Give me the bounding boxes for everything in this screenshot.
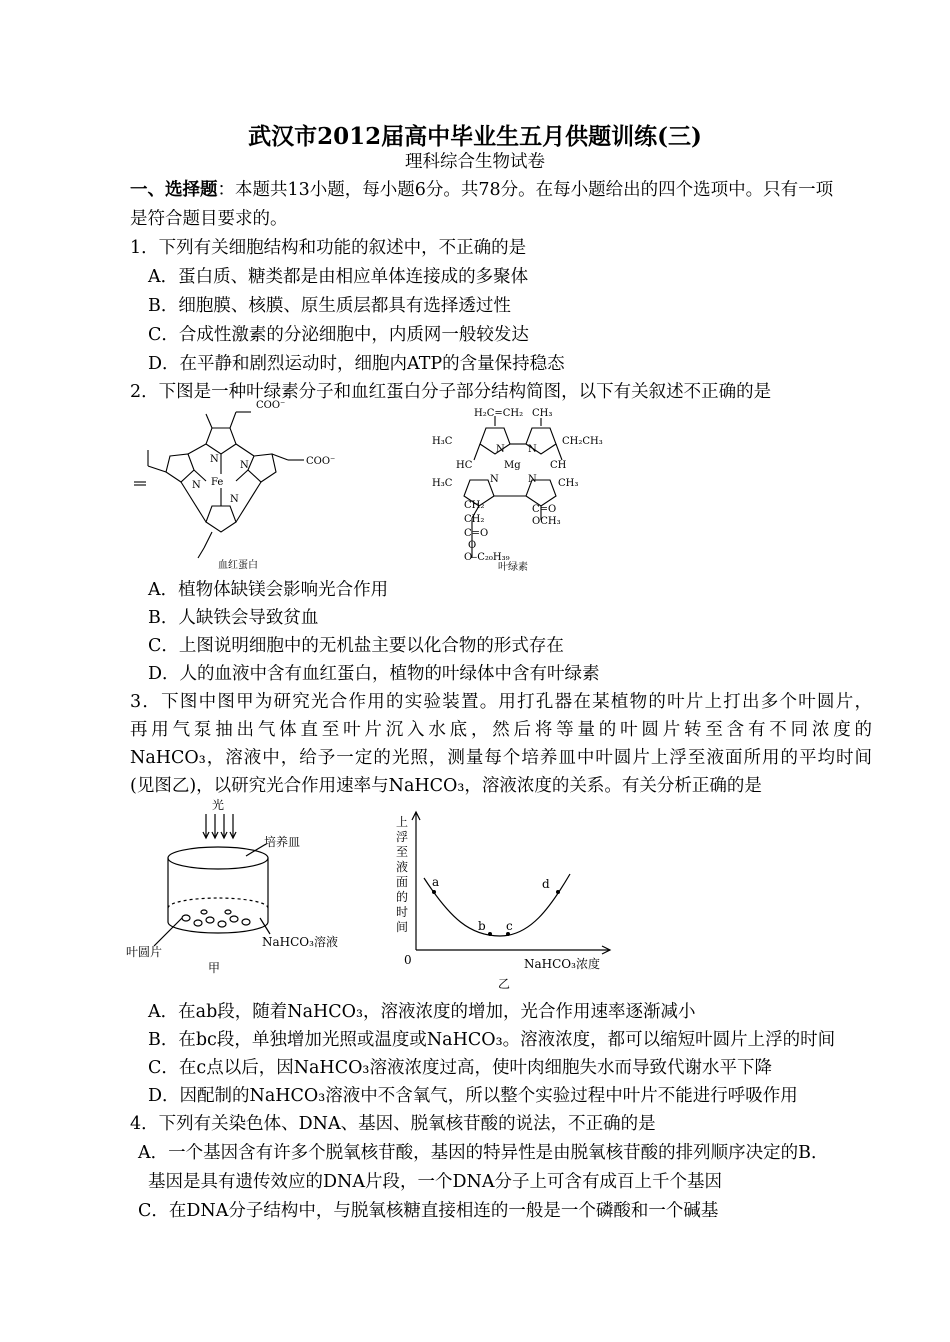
point-a-marker (432, 890, 436, 894)
hemo-caption: 血红蛋白 (218, 560, 258, 571)
y-label-char: 液 (396, 860, 409, 874)
y-label-char: 间 (396, 920, 409, 934)
q3-stem-line4: (见图乙)，以研究光合作用速率与NaHCO₃，溶液浓度的关系。有关分析正确的是 (130, 776, 762, 796)
section-heading: 一、选择题 (130, 180, 218, 200)
q4-option-b: 基因是具有遗传效应的DNA片段，一个DNA分子上可含有成百上千个基因 (148, 1172, 722, 1192)
hemo-n-label-3: N (192, 480, 201, 491)
q2-stem: 2．下图是一种叶绿素分子和血红蛋白分子部分结构简图，以下有关叙述不正确的是 (130, 382, 772, 402)
chloro-label-och3: OCH₃ (532, 516, 561, 527)
q2-option-a: A．植物体缺镁会影响光合作用 (148, 580, 389, 600)
hemoglobin-structure-figure (126, 398, 356, 573)
fig-b-caption: 乙 (498, 977, 511, 991)
section-intro-text: ：本题共13小题，每小题6分。共78分。在每小题给出的四个选项中。只有一项 (217, 180, 834, 200)
chloro-label-vinyl: H₂C=CH₂ (474, 408, 524, 419)
hemo-n-label-2: N (240, 460, 249, 471)
chart-x-label: NaHCO₃浓度 (524, 957, 600, 971)
q2-option-c: C．上图说明细胞中的无机盐主要以化合物的形式存在 (148, 636, 564, 656)
chart-origin-label: 0 (404, 953, 412, 967)
leaf-disc-label: 叶圆片 (126, 945, 163, 959)
chloro-label-o: O (468, 540, 477, 551)
page-subtitle: 理科综合生物试卷 (405, 152, 545, 172)
chloro-label-ch2-1: CH₂ (464, 500, 485, 511)
q1-option-c: C．合成性激素的分泌细胞中，内质网一般较发达 (148, 325, 529, 345)
chloro-label-co-2: C=O (532, 504, 557, 515)
chloro-label-phytol: O–C₂₀H₃₉ (464, 552, 510, 563)
chloro-label-ethyl: CH₂CH₃ (562, 436, 603, 447)
hemo-n-label-4: N (230, 494, 239, 505)
q3-stem-line3: NaHCO₃，溶液中，给予一定的光照，测量每个培养皿中叶圆片上浮至液面所用的平均时间 (130, 748, 872, 768)
point-b-marker (488, 932, 492, 936)
chloro-label-ch: CH (550, 460, 567, 471)
y-label-char: 至 (396, 845, 409, 859)
q2-option-b: B．人缺铁会导致贫血 (148, 608, 319, 628)
point-d-marker (556, 890, 560, 894)
q1-option-d: D．在平静和剧烈运动时，细胞内ATP的含量保持稳态 (148, 354, 565, 374)
q3-stem-line1: 3．下图中图甲为研究光合作用的实验装置。用打孔器在某植物的叶片上打出多个叶圆片， (130, 692, 872, 712)
q1-option-b: B．细胞膜、核膜、原生质层都具有选择透过性 (148, 296, 511, 316)
y-label-char: 上 (396, 815, 409, 829)
chloro-mg-label: Mg (504, 460, 521, 471)
chloro-label-ch2-2: CH₂ (464, 514, 485, 525)
q1-option-a: A．蛋白质、糖类都是由相应单体连接成的多聚体 (148, 267, 529, 287)
point-d-label: d (542, 877, 550, 891)
chart-y-label (396, 814, 408, 934)
q4-option-b-label: B． (798, 1143, 829, 1163)
point-b-label: b (478, 919, 486, 933)
solution-label: NaHCO₃溶液 (262, 935, 338, 949)
chloro-label-h3c-low: H₃C (432, 478, 453, 489)
section-intro-line2: 是符合题目要求的。 (130, 209, 288, 229)
y-label-char: 浮 (396, 830, 409, 844)
y-label-char: 的 (396, 890, 409, 904)
q4-option-a: A．一个基因含有许多个脱氧核苷酸，基因的特异性是由脱氧核苷酸的排列顺序决定的 (138, 1143, 799, 1163)
y-label-char: 时 (396, 905, 409, 919)
q1-stem: 1．下列有关细胞结构和功能的叙述中，不正确的是 (130, 238, 527, 258)
hemo-n-label-1: N (210, 454, 219, 465)
chloro-n-1: N (496, 444, 505, 455)
chloro-n-2: N (528, 444, 537, 455)
fig-a-caption: 甲 (208, 961, 221, 975)
q4-option-a-line (138, 1141, 829, 1165)
hemo-fe-label: Fe (211, 477, 224, 488)
chloro-n-3: N (490, 474, 499, 485)
chloro-label-h3c-left: H₃C (432, 436, 453, 447)
q4-stem: 4．下列有关染色体、DNA、基因、脱氧核苷酸的说法，不正确的是 (130, 1114, 656, 1134)
y-label-char: 面 (396, 875, 409, 889)
chloro-label-co-1: C=O (464, 528, 489, 539)
dish-label: 培养皿 (264, 835, 301, 849)
chlorophyll-structure-figure (428, 408, 628, 573)
experiment-setup-figure (124, 796, 354, 976)
page-title: 武汉市2012届高中毕业生五月供题训练(三) (248, 123, 702, 150)
chloro-label-ch3-top: CH₃ (532, 408, 553, 419)
q3-option-b: B．在bc段，单独增加光照或温度或NaHCO₃。溶液浓度，都可以缩短叶圆片上浮的时间 (148, 1030, 836, 1050)
chloro-caption: 叶绿素 (498, 562, 528, 573)
chloro-n-4: N (528, 474, 537, 485)
q3-stem-line2: 再用气泵抽出气体直至叶片沉入水底，然后将等量的叶圆片转至含有不同浓度的 (130, 720, 872, 740)
float-time-chart (390, 808, 620, 994)
q3-option-a: A．在ab段，随着NaHCO₃，溶液浓度的增加，光合作用速率逐渐减小 (148, 1002, 696, 1022)
q3-option-d: D．因配制的NaHCO₃溶液中不含氧气，所以整个实验过程中叶片不能进行呼吸作用 (148, 1086, 798, 1106)
q3-option-c: C．在c点以后，因NaHCO₃溶液浓度过高，使叶肉细胞失水而导致代谢水平下降 (148, 1058, 772, 1078)
q2-option-d: D．人的血液中含有血红蛋白，植物的叶绿体中含有叶绿素 (148, 664, 600, 684)
light-label: 光 (212, 798, 225, 812)
point-c-label: c (506, 919, 513, 933)
point-a-label: a (432, 875, 440, 889)
hemo-coo-label-top: COO⁻ (256, 400, 286, 411)
chloro-label-hc: HC (456, 460, 473, 471)
q4-option-c: C．在DNA分子结构中，与脱氧核糖直接相连的一般是一个磷酸和一个碱基 (138, 1201, 719, 1221)
chloro-label-ch3-right: CH₃ (558, 478, 579, 489)
section-intro-line1 (130, 178, 833, 202)
hemo-coo-label-right: COO⁻ (306, 456, 336, 467)
